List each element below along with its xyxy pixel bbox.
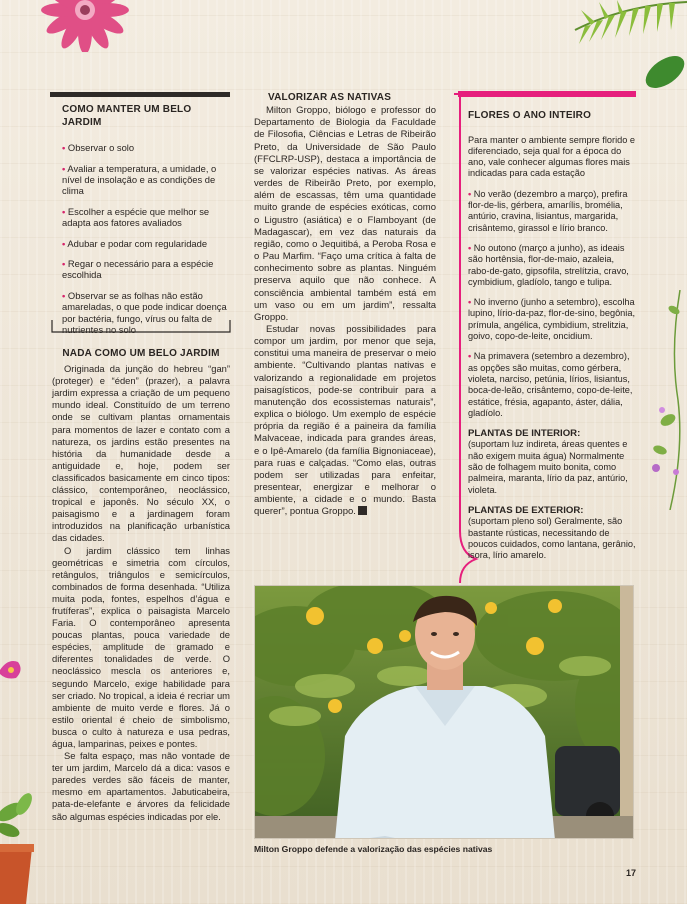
- palm-leaf-icon: [565, 0, 687, 92]
- bullet-icon: •: [468, 242, 472, 253]
- interior-plants-block: [468, 428, 636, 496]
- body-paragraph: Originada da junção do hebreu “gan” (proteger) e “éden” (prazer), a palavra jardim expressa a criação de um pequeno mundo ideal. Constituído de um terreno onde se cultivam plantas ornamentais para momentos de lazer e contato com a natureza, os jardins estão presentes na história da humanidade desde a antiguidade e, hoje, podem ser classificados basicamente em cinco tipos: clássico, contemporâneo, neoclássico, tropical e japonês. No século XX, o paisagismo e a jardinagem foram introduzidos na planificação urbanística das cidades.: [52, 363, 230, 544]
- vine-leaves-icon: [640, 290, 687, 510]
- tip-item: • Escolher a espécie que melhor se adapta aos fatores avaliados: [62, 205, 210, 229]
- tip-item: • Adubar e podar com regularidade: [62, 237, 208, 249]
- sidebar-tips-box: [62, 104, 230, 344]
- end-of-article-icon: [358, 506, 367, 515]
- bullet-icon: •: [62, 162, 66, 174]
- interior-plants-text: Normalmente são de folhagem muito bonita, como palmeira, maranta, lírio da paz, antúrio, violeta.: [468, 450, 628, 495]
- pink-gerbera-flower-icon: [30, 0, 140, 52]
- body-paragraph: Milton Groppo, biólogo e professor do Departamento de Biologia da Faculdade de Filosofia, Ciências e Letras de Ribeirão Preto, da Universidade de São Paulo (FFCLRP-USP), destaca a importância de se valorizar espécies nativas. As áreas verdes de Ribeirão Preto, por exemplo, além de escassas, têm uma quantidade muito grande de espécies exóticas, como o Ligustro (asiática) e o Flamboyant (de Madagascar), em vez das naturais da região, como o Jequitibá, a Peroba Rosa e o Pau Marfim. “Faço uma crítica à falta de conhecimento sobre as plantas. Ninguém preserva aquilo que não conhece. A consciência ambiental também está em um vaso ou em um jardim”, ressalta Groppo.: [254, 105, 436, 323]
- body-paragraph: Se falta espaço, mas não vontade de ter um jardim, Marcelo dá a dica: vasos e paredes verdes são fáceis de manter, mesmo em apartamentos. Jabuticabeira, pata-de-elefante e árvores da felicidade são algumas espécies indicadas por ele.: [52, 750, 230, 822]
- season-item: • No inverno (junho a setembro), escolha lupino, lírio-da-paz, flor-de-sino, begônia, prímula, angélica, cymbidium, strelitzia, goivo, copo-de-leite, oncidium.: [468, 297, 635, 342]
- bullet-icon: •: [468, 351, 472, 362]
- sidebar-tips-top-rule: [50, 92, 230, 97]
- season-item: • No outono (março a junho), as ideais são hortênsia, flor-de-maio, azaleia, rabo-de-gato, gipsofila, strelítzia, cravo, cymbidium, gladíolo, tango e tulipa.: [468, 242, 629, 287]
- tip-item: • Avaliar a temperatura, a umidade, o nível de insolação e as condições de clima: [62, 162, 217, 197]
- season-item: • Na primavera (setembro a dezembro), as opções são muitas, como gérbera, violeta, narciso, petúnia, lírios, lisiantus, boca-de-leão, crisântemo, copo-de-leite, estátice, frésia, agapanto, áster, dália, gladíolo.: [468, 351, 633, 418]
- bullet-icon: •: [62, 237, 66, 249]
- section-nada-title: NADA COMO UM BELO JARDIM: [62, 348, 220, 359]
- section-nada-column: [52, 348, 230, 823]
- photo-caption: Milton Groppo defende a valorização das espécies nativas: [254, 844, 493, 854]
- tip-item: • Observar o solo: [62, 142, 135, 154]
- bullet-icon: •: [62, 258, 66, 270]
- exterior-plants-heading: PLANTAS DE EXTERIOR:: [468, 504, 584, 516]
- tip-item: • Observar se as folhas não estão amareladas, o que pode indicar doença por bactéria, fungo, vírus ou falta de nutrientes no solo: [62, 289, 227, 336]
- tip-item: • Regar o necessário para a espécie escolhida: [62, 258, 214, 281]
- exterior-plants-text: Geralmente, são bastante rústicas, necessitando de poucos cuidados, como lantana, gerânio, isora, lírio amarelo.: [468, 516, 636, 561]
- sidebar-flowers-title: FLORES O ANO INTEIRO: [468, 110, 592, 121]
- exterior-plants-block: [468, 505, 636, 561]
- bullet-icon: •: [62, 205, 66, 217]
- man-in-garden-illustration: [255, 586, 634, 839]
- flowers-intro: Para manter o ambiente sempre florido e diferenciado, seja qual for a época do ano, vale conhecer algumas flores mais indicadas para cada estação: [468, 134, 635, 179]
- section-valorizar-column: [254, 92, 436, 518]
- sidebar-flowers-box: [468, 110, 636, 570]
- bullet-icon: •: [62, 289, 66, 301]
- interior-plants-heading: PLANTAS DE INTERIOR:: [468, 428, 581, 440]
- interior-plants-note: (suportam luz indireta, áreas quentes e não exigem muita água): [468, 439, 628, 461]
- body-paragraph: Estudar novas possibilidades para compor um jardim, por menor que seja, constitui uma maneira de preservar o meio ambiente. “Cultivando plantas nativas e valorizando a regionalidade em projetos paisagísticos, pode-se contribuir para a manutenção dos ecossistemas naturais”, explica o biólogo. Um exemplo de espécie própria da região é a paineira da família Malvaceae, indicada para grandes áreas, e o Ipê-Amarelo (da família Bignoniaceae), para ruas e calçadas. “Como elas, outras podem ser utilizadas para enfeitar, presentear, energizar e melhorar o ambiente, a cidade e o mundo. Basta querer”, pontua Groppo.: [254, 323, 436, 518]
- potted-plant-icon: [0, 790, 40, 904]
- exterior-plants-note: (suportam pleno sol): [468, 516, 552, 527]
- portrait-photo: [254, 585, 634, 839]
- page-number: 17: [626, 868, 637, 878]
- bullet-icon: •: [62, 142, 66, 154]
- pink-orchid-icon: [0, 640, 30, 700]
- body-paragraph: O jardim clássico tem linhas geométricas e simetria com círculos, retângulos, triângulos e semicírculos, combinados de forma desenhada. “Utiliza muita poda, fontes, espelhos d’água e frutíferas”, explica o paisagista Marcelo Faria. O contemporâneo apresenta poucas plantas, pouca variedade de espécies, amplitude de gramado e diferentes tonalidades de verde. O neoclássico mescla os anteriores e, segundo Marcelo, exige habilidade para ser criado. No tropical, a ideia é recriar um ambiente de muito verde e flores. Já o estilo oriental é cheio de simbolismo, busca o culto à natureza e usa pedras, água, lamparinas, peixes e pontes.: [52, 544, 230, 749]
- season-item: • No verão (dezembro a março), prefira flor-de-lis, gérbera, amarílis, bromélia, antúrio, cravina, lisiantus, margarida, crisântemo, girassol e lírio branco.: [468, 188, 628, 233]
- bullet-icon: •: [468, 297, 472, 308]
- bullet-icon: •: [468, 188, 472, 199]
- section-valorizar-title: VALORIZAR AS NATIVAS: [268, 92, 392, 103]
- sidebar-tips-title: COMO MANTER UM BELO JARDIM: [62, 104, 192, 128]
